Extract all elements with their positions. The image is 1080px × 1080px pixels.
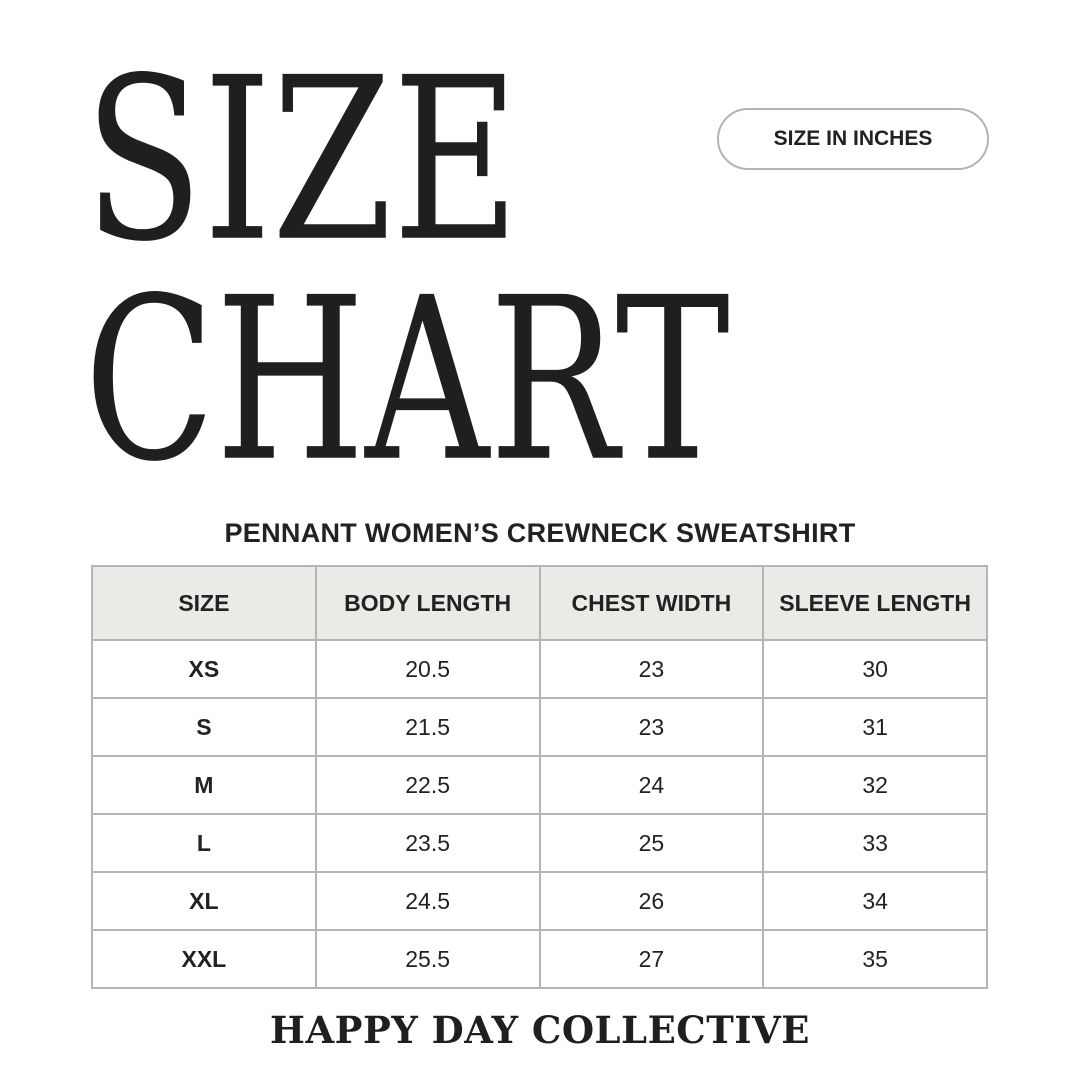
sleeve-length-cell: 33 (763, 814, 987, 872)
sleeve-length-cell: 35 (763, 930, 987, 988)
size-cell: L (92, 814, 316, 872)
size-cell: S (92, 698, 316, 756)
body-length-cell: 20.5 (316, 640, 540, 698)
body-length-cell: 24.5 (316, 872, 540, 930)
chest-width-cell: 25 (540, 814, 764, 872)
column-header-body-length: BODY LENGTH (316, 566, 540, 640)
size-cell: M (92, 756, 316, 814)
table-row (92, 640, 987, 698)
product-title: PENNANT WOMEN’S CREWNECK SWEATSHIRT (224, 518, 856, 548)
column-header-sleeve-length: SLEEVE LENGTH (763, 566, 987, 640)
sleeve-length-cell: 32 (763, 756, 987, 814)
chest-width-cell: 23 (540, 698, 764, 756)
size-cell: XS (92, 640, 316, 698)
column-header-chest-width: CHEST WIDTH (540, 566, 764, 640)
table-row (92, 698, 987, 756)
sleeve-length-cell: 34 (763, 872, 987, 930)
chest-width-cell: 24 (540, 756, 764, 814)
body-length-cell: 23.5 (316, 814, 540, 872)
sleeve-length-cell: 30 (763, 640, 987, 698)
table-row (92, 756, 987, 814)
sleeve-length-cell: 31 (763, 698, 987, 756)
size-table (91, 565, 988, 989)
table-header-row (92, 566, 987, 640)
body-length-cell: 22.5 (316, 756, 540, 814)
chest-width-cell: 27 (540, 930, 764, 988)
table-row (92, 814, 987, 872)
body-length-cell: 25.5 (316, 930, 540, 988)
size-cell: XXL (92, 930, 316, 988)
chest-width-cell: 23 (540, 640, 764, 698)
size-cell: XL (92, 872, 316, 930)
chest-width-cell: 26 (540, 872, 764, 930)
body-length-cell: 21.5 (316, 698, 540, 756)
column-header-size: SIZE (92, 566, 316, 640)
title-size: SIZE (84, 28, 520, 291)
table-row (92, 872, 987, 930)
units-badge: SIZE IN INCHES (717, 108, 989, 170)
title-chart: CHART (84, 248, 730, 511)
brand-name: HAPPY DAY COLLECTIVE (270, 1008, 810, 1052)
table-row (92, 930, 987, 988)
